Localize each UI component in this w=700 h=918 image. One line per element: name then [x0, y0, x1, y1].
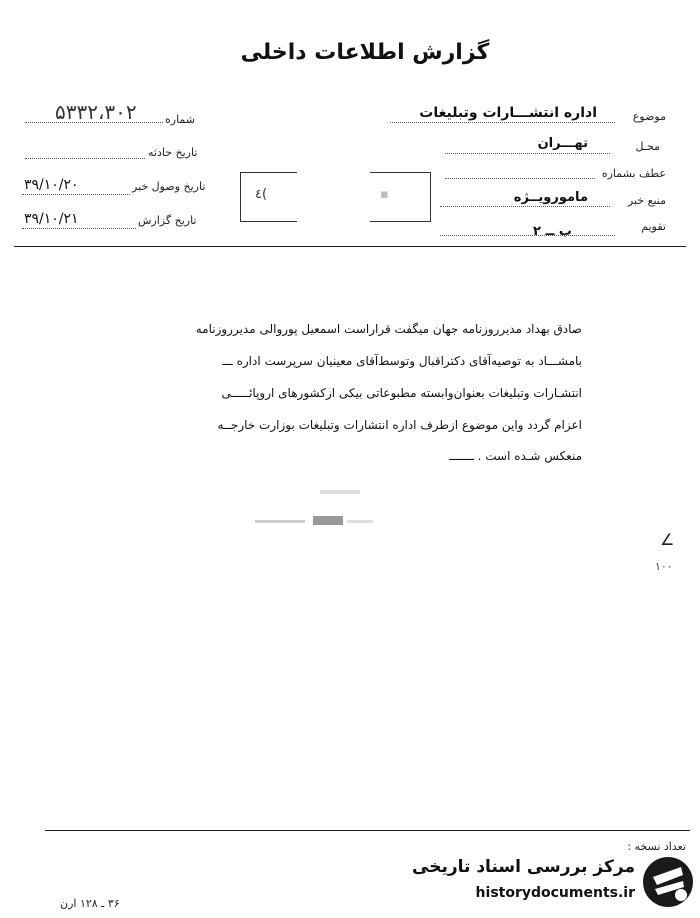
faint-stamp — [255, 512, 375, 528]
incident-date-dotted-line — [25, 158, 145, 159]
place-dotted-line — [445, 153, 610, 154]
ref-label: عطف بشماره — [601, 167, 666, 180]
rating-label: تقویم — [641, 220, 666, 233]
watermark-text: مرکز بررسی اسناد تاریخی — [412, 857, 635, 877]
rating-value: ب ــ ۲ — [533, 224, 572, 239]
source-label: منبع خبر — [627, 194, 666, 207]
received-date-label: تاریخ وصول خبر — [132, 180, 206, 193]
margin-mark: ١٠٠ — [655, 560, 673, 573]
report-date-dotted-line — [22, 228, 136, 229]
received-date-value: ۳۹/۱۰/۲۰ — [24, 177, 79, 193]
stamp-mark: ٤( — [255, 187, 268, 202]
report-date-value: ۳۹/۱۰/۲۱ — [24, 211, 79, 227]
faint-mark — [320, 490, 360, 494]
number-dotted-line — [25, 122, 163, 123]
body-line: بامشـــاد به توصیه‌آقای دکتراقبال وتوسط‌آقای معینیان سرپرست اداره ـــ — [222, 354, 582, 368]
number-label: شماره — [165, 113, 196, 126]
body-line: اعزام گردد واین موضوع ازطرف اداره انتشارات وتبلیغات بوزارت خارجــه — [217, 418, 582, 432]
subject-label: موضوع — [632, 110, 666, 123]
subject-dotted-line — [390, 122, 615, 123]
body-line: منعکس شـده است . ـــــــ — [449, 449, 582, 463]
subject-value: اداره انتشـــارات وتبلیغات — [419, 105, 597, 121]
document-center-logo-icon — [641, 855, 695, 909]
header-separator — [14, 246, 686, 247]
rating-dotted-line — [440, 235, 615, 236]
stamp-box-left — [240, 172, 297, 222]
stamp-box-right — [370, 172, 431, 222]
stamp-mark: ▪ — [380, 187, 389, 202]
incident-date-label: تاریخ حادثه — [148, 146, 198, 159]
number-value: ۵۳۳۲،۳۰۲ — [55, 100, 137, 124]
body-line: صادق بهداد مدیرروزنامه جهان میگفت قراراست اسمعیل پوروالی مدیرروزنامه — [195, 322, 582, 336]
report-date-label: تاریخ گزارش — [138, 214, 197, 227]
source-dotted-line — [440, 206, 610, 207]
margin-mark: ∠ — [660, 530, 675, 549]
received-date-dotted-line — [22, 194, 130, 195]
place-label: محـل — [635, 140, 660, 153]
document-title: گزارش اطلاعات داخلی — [240, 40, 490, 65]
source-value: مامورویــژه — [513, 190, 588, 205]
watermark-url: historydocuments.ir — [475, 885, 635, 901]
body-line: انتشـارات وتبلیغات بعنوان‌وابسته مطبوعاتی بیکی ازکشورهای اروپائـــــی — [221, 386, 582, 400]
watermark — [405, 855, 695, 913]
form-code: ۳۶ ـ ۱۲۸ ارن — [60, 897, 120, 910]
place-value: تهـــران — [537, 136, 588, 151]
footer-separator — [45, 830, 690, 831]
copies-label: تعداد نسخه : — [627, 840, 686, 853]
ref-dotted-line — [445, 178, 595, 179]
